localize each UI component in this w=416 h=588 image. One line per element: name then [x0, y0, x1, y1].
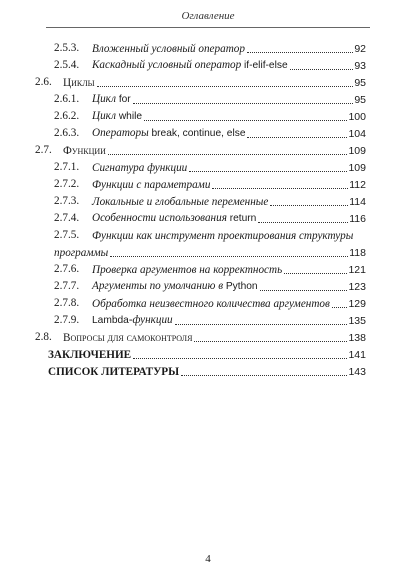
toc-number: 2.6.1. [54, 93, 80, 105]
toc-title-code: break, continue, else [151, 128, 246, 139]
toc-number: 2.7.7. [54, 280, 80, 292]
toc-number: 2.7.1. [54, 161, 80, 173]
toc-number: 2.7.6. [54, 263, 80, 275]
page-number: 4 [205, 553, 211, 565]
toc-number: 2.7.2. [54, 178, 80, 190]
toc-number: 2.6.3. [54, 127, 80, 139]
toc-number: 2.8. [35, 331, 52, 343]
toc-title-line2: программы [54, 247, 109, 259]
toc-page: 121 [348, 264, 366, 276]
toc-title-code: Lambda [92, 315, 129, 326]
toc-page: 100 [348, 111, 366, 123]
toc-page: 135 [348, 315, 366, 327]
toc-entry-2-7-6[interactable] [54, 261, 366, 277]
toc-title: Циклы [63, 77, 95, 89]
toc-number: 2.7.5. [54, 229, 80, 241]
toc-page: 143 [348, 366, 366, 378]
toc-title: ЗАКЛЮЧЕНИЕ [48, 349, 132, 361]
dot-leader [108, 154, 348, 155]
toc-entry-conclusion[interactable] [48, 346, 366, 362]
toc-title-text: Операторы [92, 127, 152, 139]
toc-title [92, 313, 173, 328]
toc-entry-2-7-5[interactable] [54, 227, 366, 243]
toc-title: Обработка неизвестного количества аргументов [92, 298, 330, 310]
toc-entry-2-7-1[interactable] [54, 159, 366, 175]
toc-entry-2-6-2[interactable] [54, 108, 366, 124]
dot-leader [144, 120, 347, 121]
toc-number: 2.7.8. [54, 297, 80, 309]
toc-title-text: Цикл [92, 93, 119, 105]
toc-page: 92 [354, 43, 366, 55]
toc-entry-2-7-2[interactable] [54, 176, 366, 192]
toc-title-text: -функции [128, 314, 173, 326]
toc-title [92, 58, 288, 73]
toc-page: 114 [349, 196, 366, 208]
toc-title-code: Python [225, 281, 258, 292]
toc-entry-2-7-3[interactable] [54, 193, 366, 209]
toc-number: 2.7. [35, 144, 52, 156]
toc-title-code: while [118, 111, 143, 122]
toc-title-text: Каскадный условный оператор [92, 59, 245, 71]
toc-title: Функции [63, 145, 106, 157]
toc-entry-2-5-3[interactable] [54, 40, 366, 56]
toc-number: 2.5.4. [54, 59, 80, 71]
toc-entry-2-7[interactable] [35, 142, 366, 158]
toc-number: 2.7.9. [54, 314, 80, 326]
toc-page: 104 [348, 128, 366, 140]
toc-entry-bibliography[interactable] [48, 363, 366, 379]
toc-title-text: Особенности использования [92, 212, 230, 224]
toc-page: 93 [354, 60, 366, 72]
dot-leader [189, 171, 347, 172]
dot-leader [175, 324, 348, 325]
toc-page: 109 [348, 162, 366, 174]
toc-title-code: for [118, 94, 131, 105]
toc-title: Локальные и глобальные переменные [92, 196, 269, 208]
toc-entry-2-7-4[interactable] [54, 210, 366, 226]
dot-leader [97, 86, 354, 87]
toc-title: Сигнатура функции [92, 162, 188, 174]
toc-entry-2-7-9[interactable] [54, 312, 366, 328]
dot-leader [258, 222, 348, 223]
toc-title: Проверка аргументов на корректность [92, 264, 283, 276]
toc-title [92, 211, 256, 226]
toc-entry-2-6-3[interactable] [54, 125, 366, 141]
toc-entry-2-5-4[interactable] [54, 57, 366, 73]
toc-title-code: return [229, 213, 257, 224]
toc-title: Функции с параметрами [92, 179, 211, 191]
dot-leader [260, 290, 348, 291]
dot-leader [332, 307, 348, 308]
running-header: Оглавление [181, 10, 235, 22]
dot-leader [247, 137, 347, 138]
toc-entry-2-8[interactable] [35, 329, 366, 345]
toc-page: 118 [349, 247, 366, 259]
toc-entry-2-6-1[interactable] [54, 91, 366, 107]
toc-entry-2-7-8[interactable] [54, 295, 366, 311]
toc-entry-2-7-7[interactable] [54, 278, 366, 294]
toc-title: СПИСОК ЛИТЕРАТУРЫ [48, 366, 180, 378]
toc-number: 2.7.3. [54, 195, 80, 207]
toc-page: 116 [349, 213, 366, 225]
toc-title: Вопросы для самоконтроля [63, 332, 193, 344]
toc-title [92, 279, 258, 294]
dot-leader [181, 375, 347, 376]
dot-leader [270, 205, 348, 206]
dot-leader [110, 256, 348, 257]
toc-page: 112 [349, 179, 366, 191]
toc-title [92, 126, 245, 141]
toc-number: 2.5.3. [54, 42, 80, 54]
toc-title-text: Цикл [92, 110, 119, 122]
dot-leader [133, 103, 354, 104]
toc-number: 2.6. [35, 76, 52, 88]
toc-page: 138 [348, 332, 366, 344]
toc-entry-2-7-5-cont[interactable] [54, 244, 366, 260]
dot-leader [194, 341, 347, 342]
dot-leader [133, 358, 347, 359]
dot-leader [284, 273, 347, 274]
toc-page: 109 [348, 145, 366, 157]
toc-title [92, 109, 142, 124]
toc-number: 2.6.2. [54, 110, 80, 122]
toc-title-text: Аргументы по умолчанию в [92, 280, 226, 292]
toc-page: 141 [348, 349, 366, 361]
dot-leader [212, 188, 348, 189]
toc-page: 129 [348, 298, 366, 310]
toc-title [92, 92, 131, 107]
toc-page: 95 [354, 77, 366, 89]
toc-page: 95 [354, 94, 366, 106]
toc-page: 123 [348, 281, 366, 293]
dot-leader [290, 69, 354, 70]
toc-title: Вложенный условный оператор [92, 43, 245, 55]
toc-title-code: if-elif-else [244, 60, 288, 71]
toc-title-line1: Функции как инструмент проектирования структуры [92, 230, 354, 242]
toc-entry-2-6[interactable] [35, 74, 366, 90]
dot-leader [247, 52, 353, 53]
toc-number: 2.7.4. [54, 212, 80, 224]
